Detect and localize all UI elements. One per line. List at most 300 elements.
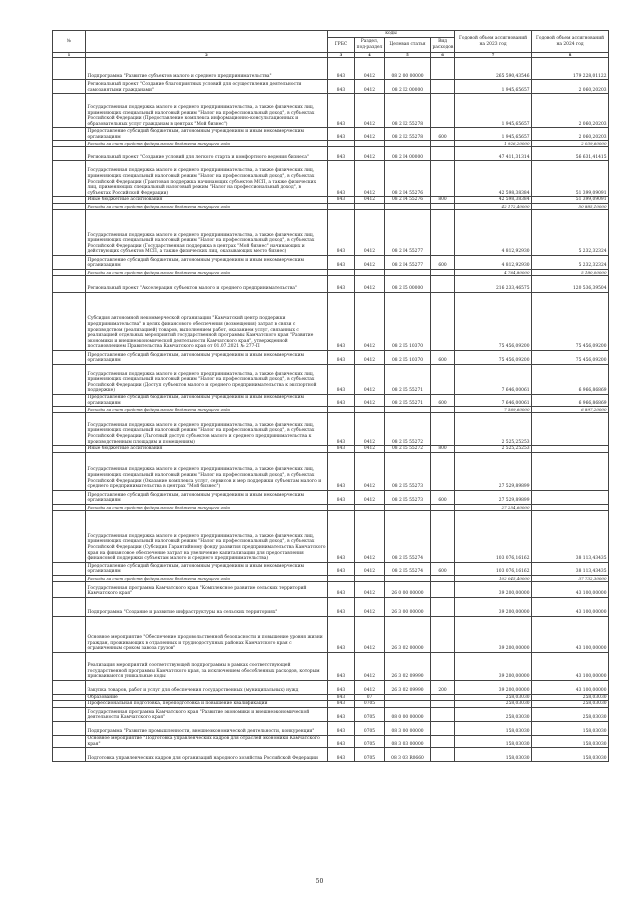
row-name-cell: Субсидия автономной некоммерческой организации "Камчатский центр поддержки предпринимательства" в целях финансового обеспечения (возмещения) затрат в связи с производством (реализацией) товаров, выполнением работ, оказанием услуг, связанных с реализацией отдельных мероприятий государственной программы Камчатского края "Развитие экономики и внешнеэкономической деятельности Камчатского края", утвержденной постановлением Правительства Камчатского края от 01.07.2021 № 277-П xyxy=(86,293,328,351)
header-section: Раздел, под-раздел xyxy=(355,38,385,53)
row-2023-cell: 1 945,65657 xyxy=(455,94,532,128)
row-exp-type-cell xyxy=(431,161,455,197)
row-target-cell: 26 3 02 09990 xyxy=(385,680,431,694)
row-exp-type-cell: 200 xyxy=(431,680,455,694)
column-number: 8 xyxy=(532,53,609,58)
row-2024-cell: 51 399,09091 xyxy=(532,197,609,204)
budget-table xyxy=(52,30,609,762)
row-grbs-cell: 843 xyxy=(328,58,355,80)
row-exp-type-cell: 600 xyxy=(431,395,455,407)
row-target-cell: 08 2 I2 55278 xyxy=(385,128,431,141)
row-2023-cell: 42 598,38384 xyxy=(455,197,532,204)
row-grbs-cell: 843 xyxy=(328,256,355,270)
row-exp-type-cell: 600 xyxy=(431,562,455,575)
row-section-cell: 0412 xyxy=(355,128,385,141)
row-exp-type-cell: 600 xyxy=(431,128,455,141)
row-2024-cell: 2 060,20203 xyxy=(532,80,609,94)
row-section-cell: 0412 xyxy=(355,652,385,680)
row-section-cell: 0412 xyxy=(355,413,385,446)
row-2024-cell: 43 100,00000 xyxy=(532,616,609,652)
row-exp-type-cell xyxy=(431,452,455,490)
row-number-cell xyxy=(53,446,86,453)
table-row xyxy=(53,293,609,351)
row-exp-type-cell xyxy=(431,510,455,562)
table-row xyxy=(53,94,609,128)
row-target-cell xyxy=(385,694,431,701)
row-section-cell: 0412 xyxy=(355,197,385,204)
row-2023-cell: 1 945,65657 xyxy=(455,128,532,141)
row-name-cell: Предоставление субсидий бюджетным, автономным учреждениям и иным некоммерческим организациям xyxy=(86,562,328,575)
row-exp-type-cell xyxy=(431,748,455,762)
table-row xyxy=(53,58,609,80)
row-name-cell: Предоставление субсидий бюджетным, автономным учреждениям и иным некоммерческим организациям xyxy=(86,395,328,407)
row-2023-cell: 7 646,00061 xyxy=(455,395,532,407)
row-number-cell xyxy=(53,707,86,721)
table-row xyxy=(53,80,609,94)
row-number-cell xyxy=(53,94,86,128)
row-name-cell: Подготовка управленческих кадров для организаций народного хозяйства Российской Федерации xyxy=(86,748,328,762)
table-row xyxy=(53,413,609,446)
row-number-cell xyxy=(53,694,86,701)
row-grbs-cell: 843 xyxy=(328,721,355,735)
table-row xyxy=(53,210,609,256)
row-2023-cell: 42 598,38384 xyxy=(455,161,532,197)
row-grbs-cell: 843 xyxy=(328,652,355,680)
row-name-cell: Расходы за счет средств федерального бюджета текущего года xyxy=(86,504,328,510)
row-2024-cell: 75 456,09200 xyxy=(532,293,609,351)
table-row xyxy=(53,256,609,270)
row-grbs-cell: 843 xyxy=(328,490,355,504)
row-grbs-cell: 843 xyxy=(328,707,355,721)
row-exp-type-cell xyxy=(431,147,455,161)
row-grbs-cell: 843 xyxy=(328,748,355,762)
row-section-cell: 0412 xyxy=(355,452,385,490)
table-row xyxy=(53,652,609,680)
row-2024-cell: 75 456,09200 xyxy=(532,351,609,365)
table-row xyxy=(53,680,609,694)
row-section-cell: 0412 xyxy=(355,510,385,562)
row-number-cell xyxy=(53,680,86,694)
row-2024-cell: 43 100,00000 xyxy=(532,680,609,694)
row-exp-type-cell xyxy=(431,694,455,701)
row-section-cell: 0705 xyxy=(355,748,385,762)
row-grbs-cell: 843 xyxy=(328,395,355,407)
row-number-cell xyxy=(53,80,86,94)
row-section-cell: 0412 xyxy=(355,276,385,293)
row-name-cell: Государственная поддержка малого и среднего предпринимательства, а также физических лиц, применяющих специальный налоговый режим "Налог на профессиональный доход", в субъектах Российской Федерации (Государственная поддержка в центрах "Мой бизнес" начинающих и действующих субъектов МСП, а также физических лиц, оказывающих место бизнес) xyxy=(86,210,328,256)
row-number-cell xyxy=(53,147,86,161)
row-number-cell xyxy=(53,351,86,365)
header-number: № xyxy=(53,31,86,53)
row-exp-type-cell xyxy=(431,616,455,652)
row-name-cell: Реализация мероприятий соответствующей подпрограммы в рамках соответствующей государственной программы Камчатского края, за исключением обособленных расходов, которым присваиваются уникальные коды xyxy=(86,652,328,680)
row-number-cell xyxy=(53,735,86,747)
header-2024: Годовой объем ассигнований на 2024 год xyxy=(532,31,609,53)
table-row xyxy=(53,581,609,597)
row-section-cell: 0412 xyxy=(355,161,385,197)
row-name-cell: Профессиональная подготовка, переподготовка и повышение квалификации xyxy=(86,701,328,708)
row-section-cell: 0412 xyxy=(355,58,385,80)
table-row xyxy=(53,616,609,652)
table-header xyxy=(53,31,609,58)
row-2024-cell: 50 885,10000 xyxy=(532,204,609,210)
row-target-cell: 08 2 I5 55274 xyxy=(385,562,431,575)
row-grbs-cell: 843 xyxy=(328,413,355,446)
row-2023-cell: 7 569,60000 xyxy=(455,407,532,413)
row-grbs-cell: 843 xyxy=(328,351,355,365)
row-2024-cell xyxy=(532,490,609,504)
row-2023-cell: 158,03030 xyxy=(455,721,532,735)
row-name-cell: Государственная поддержка малого и среднего предпринимательства, а также физических лиц, применяющих специальный налоговый режим "Налог на профессиональный доход", в субъектах Российской Федерации (Льготный доступ субъектов малого и среднего предпринимательства к производственным площадям и помещениям) xyxy=(86,413,328,446)
row-2024-cell: 5 232,32324 xyxy=(532,210,609,256)
row-grbs-cell: 843 xyxy=(328,210,355,256)
row-grbs-cell: 843 xyxy=(328,562,355,575)
row-2024-cell: 5 180,00000 xyxy=(532,270,609,276)
row-2023-cell: 4 812,92930 xyxy=(455,256,532,270)
row-name-cell: Государственная поддержка малого и среднего предпринимательства, а также физических лиц, применяющих специальный налоговый режим "Налог на профессиональный доход", в субъектах Российской Федерации (Предоставление комплекса информационно-консультационных и образовательных услуг гражданам в центрах "Мой бизнес") xyxy=(86,94,328,128)
row-name-cell: Закупка товаров, работ и услуг для обеспечения государственных (муниципальных) нужд xyxy=(86,680,328,694)
row-target-cell: 08 2 I5 55272 xyxy=(385,413,431,446)
row-name-cell: Иные бюджетные ассигнования xyxy=(86,446,328,453)
row-target-cell xyxy=(385,701,431,708)
row-section-cell: 0412 xyxy=(355,581,385,597)
row-target-cell: 08 3 00 00000 xyxy=(385,721,431,735)
row-2023-cell: 42 172,40000 xyxy=(455,204,532,210)
row-target-cell: 08 2 I5 10370 xyxy=(385,351,431,365)
row-name-cell: Расходы за счет средств федерального бюджета текущего года xyxy=(86,575,328,581)
row-2024-cell: 38 113,43435 xyxy=(532,562,609,575)
table-row xyxy=(53,365,609,395)
row-section-cell: 0705 xyxy=(355,707,385,721)
row-section-cell: 0412 xyxy=(355,395,385,407)
row-2023-cell: 1 945,65657 xyxy=(455,80,532,94)
table-row xyxy=(53,128,609,141)
table-row xyxy=(53,197,609,204)
table-row xyxy=(53,147,609,161)
row-2023-cell: 103 076,16162 xyxy=(455,562,532,575)
row-target-cell: 26 3 02 09990 xyxy=(385,652,431,680)
row-exp-type-cell xyxy=(431,701,455,708)
row-2024-cell xyxy=(532,413,609,446)
header-target: Целевая статья xyxy=(385,38,431,53)
row-2023-cell: 2 525,25253 xyxy=(455,446,532,453)
row-grbs-cell: 843 xyxy=(328,701,355,708)
row-2023-cell: 158,03030 xyxy=(455,735,532,747)
row-target-cell: 08 3 03 R0660 xyxy=(385,748,431,762)
row-grbs-cell: 843 xyxy=(328,197,355,204)
row-number-cell xyxy=(53,413,86,446)
row-section-cell: 0412 xyxy=(355,680,385,694)
row-section-cell: 0412 xyxy=(355,365,385,395)
row-2023-cell: 258,03030 xyxy=(455,701,532,708)
row-exp-type-cell xyxy=(431,80,455,94)
row-number-cell xyxy=(53,365,86,395)
column-number: 7 xyxy=(455,53,532,58)
row-number-cell xyxy=(53,395,86,407)
row-grbs-cell: 843 xyxy=(328,581,355,597)
row-target-cell: 08 0 00 00000 xyxy=(385,707,431,721)
row-grbs-cell: 843 xyxy=(328,147,355,161)
header-codes: коды xyxy=(328,31,455,38)
row-number-cell xyxy=(53,652,86,680)
row-target-cell: 08 2 00 00000 xyxy=(385,58,431,80)
row-grbs-cell: 843 xyxy=(328,94,355,128)
row-name-cell: Расходы за счет средств федерального бюджета текущего года xyxy=(86,407,328,413)
row-section-cell: 0412 xyxy=(355,490,385,504)
row-name-cell: Государственная поддержка малого и среднего предпринимательства, а также физических лиц, применяющих специальный налоговый режим "Налог на профессиональный доход", в субъектах Российской Федерации (Грантовая поддержка начинающих субъектов МСП, а также физических лиц, применяющих специальный налоговый режим "Налог на профессиональный доход", в субъектах Российской Федерации) xyxy=(86,161,328,197)
row-2023-cell: 39 200,00000 xyxy=(455,597,532,616)
row-section-cell: 07 xyxy=(355,694,385,701)
row-2024-cell: 6 897,20000 xyxy=(532,407,609,413)
row-2024-cell: 2 060,20203 xyxy=(532,94,609,128)
row-section-cell: 0412 xyxy=(355,94,385,128)
row-2023-cell: 27 254,60000 xyxy=(455,504,532,510)
table-row xyxy=(53,161,609,197)
row-grbs-cell: 843 xyxy=(328,161,355,197)
row-target-cell: 26 3 00 00000 xyxy=(385,597,431,616)
row-name-cell: Государственная поддержка малого и среднего предпринимательства, а также физических лиц, применяющих специальный налоговый режим "Налог на профессиональный доход", в субъектах Российской Федерации (Оказание комплекса услуг, сервисов и мер поддержки субъектам малого и среднего предпринимательства в центрах "Мой бизнес") xyxy=(86,452,328,490)
row-exp-type-cell: 800 xyxy=(431,197,455,204)
column-number: 2 xyxy=(86,53,328,58)
row-target-cell: 08 2 I5 55273 xyxy=(385,452,431,490)
row-number-cell xyxy=(53,58,86,80)
row-number-cell xyxy=(53,616,86,652)
row-name-cell: Государственная поддержка малого и среднего предпринимательства, а также физических лиц, применяющих специальный налоговый режим "Налог на профессиональный доход", в субъектах Российской Федерации (Доступ субъектов малого и среднего предпринимательства к экспортной поддержке) xyxy=(86,365,328,395)
row-target-cell: 08 2 I4 55276 xyxy=(385,197,431,204)
row-name-cell: Подпрограмма "Создание и развитие инфраструктуры на сельских территориях" xyxy=(86,597,328,616)
column-number: 5 xyxy=(385,53,431,58)
row-2023-cell: 102 045,40000 xyxy=(455,575,532,581)
row-name-cell: Предоставление субсидий бюджетным, автономным учреждениям и иным некоммерческим организациям xyxy=(86,128,328,141)
row-name-cell: Региональный проект "Создание благоприятных условий для осуществления деятельности самозанятыми гражданами" xyxy=(86,80,328,94)
row-2023-cell: 7 646,00061 xyxy=(455,365,532,395)
row-target-cell: 08 2 I5 55273 xyxy=(385,490,431,504)
row-exp-type-cell xyxy=(431,94,455,128)
row-name-cell: Предоставление субсидий бюджетным, автономным учреждениям и иным некоммерческим организациям xyxy=(86,256,328,270)
row-exp-type-cell xyxy=(431,721,455,735)
row-2023-cell: 103 076,16162 xyxy=(455,510,532,562)
row-name-cell: Предоставление субсидий бюджетным, автономным учреждениям и иным некоммерческим организациям xyxy=(86,351,328,365)
page-number: 50 xyxy=(315,878,324,885)
row-grbs-cell: 843 xyxy=(328,735,355,747)
row-number-cell xyxy=(53,256,86,270)
column-number: 3 xyxy=(328,53,355,58)
table-row xyxy=(53,510,609,562)
row-2023-cell: 1 926,20000 xyxy=(455,141,532,147)
row-name-cell: Региональный проект "Создание условий для легкого старта и комфортного ведения бизнеса" xyxy=(86,147,328,161)
row-2024-cell: 6 966,86869 xyxy=(532,395,609,407)
row-2023-cell: 258,03030 xyxy=(455,694,532,701)
row-2024-cell: 6 966,86869 xyxy=(532,365,609,395)
row-section-cell: 0412 xyxy=(355,562,385,575)
row-grbs-cell: 843 xyxy=(328,694,355,701)
row-section-cell: 0412 xyxy=(355,80,385,94)
row-2023-cell: 39 200,00000 xyxy=(455,680,532,694)
row-name-cell: Основное мероприятие "Подготовка управленческих кадров для отраслей экономики Камчатского края" xyxy=(86,735,328,747)
row-2023-cell: 4 812,92930 xyxy=(455,210,532,256)
row-2024-cell: 43 100,00000 xyxy=(532,597,609,616)
row-exp-type-cell xyxy=(431,581,455,597)
row-section-cell: 0412 xyxy=(355,597,385,616)
row-number-cell xyxy=(53,490,86,504)
row-name-cell: Расходы за счет средств федерального бюджета текущего года xyxy=(86,204,328,210)
row-2023-cell: 258,03030 xyxy=(455,707,532,721)
row-section-cell: 0412 xyxy=(355,446,385,453)
row-2023-cell: 39 200,00000 xyxy=(455,652,532,680)
row-2023-cell: 265 590,43546 xyxy=(455,58,532,80)
row-number-cell xyxy=(53,161,86,197)
table-row xyxy=(53,395,609,407)
row-number-cell xyxy=(53,562,86,575)
row-exp-type-cell: 800 xyxy=(431,446,455,453)
row-target-cell: 08 2 I5 10370 xyxy=(385,293,431,351)
row-number-cell xyxy=(53,210,86,256)
header-name xyxy=(86,31,328,53)
row-section-cell: 0705 xyxy=(355,721,385,735)
header-grbs: ГРБС xyxy=(328,38,355,53)
row-2023-cell: 158,03030 xyxy=(455,748,532,762)
table-body xyxy=(53,58,609,762)
row-name-cell: Образование xyxy=(86,694,328,701)
row-2023-cell: 4 764,80000 xyxy=(455,270,532,276)
column-number: 6 xyxy=(431,53,455,58)
row-2024-cell xyxy=(532,446,609,453)
row-section-cell: 0412 xyxy=(355,256,385,270)
row-2023-cell: 75 456,09200 xyxy=(455,351,532,365)
table-row xyxy=(53,452,609,490)
row-target-cell: 08 2 I2 00000 xyxy=(385,80,431,94)
row-target-cell: 26 3 02 00000 xyxy=(385,616,431,652)
table-row xyxy=(53,707,609,721)
column-number: 4 xyxy=(355,53,385,58)
row-grbs-cell: 843 xyxy=(328,616,355,652)
row-2023-cell: 47 411,31314 xyxy=(455,147,532,161)
row-target-cell: 08 2 I4 55276 xyxy=(385,161,431,197)
row-target-cell: 08 2 I4 00000 xyxy=(385,147,431,161)
row-grbs-cell: 843 xyxy=(328,446,355,453)
row-grbs-cell: 843 xyxy=(328,452,355,490)
row-2024-cell: 158,03030 xyxy=(532,721,609,735)
row-section-cell: 0412 xyxy=(355,293,385,351)
row-2023-cell: 27 529,89899 xyxy=(455,490,532,504)
row-section-cell: 0412 xyxy=(355,351,385,365)
row-name-cell: Государственная программа Камчатского края "Развитие экономики и внешнеэкономической деятельности Камчатского края" xyxy=(86,707,328,721)
row-number-cell xyxy=(53,581,86,597)
table-row xyxy=(53,446,609,453)
table-row xyxy=(53,351,609,365)
row-2024-cell: 43 100,00000 xyxy=(532,652,609,680)
row-2023-cell: 27 529,89899 xyxy=(455,452,532,490)
row-grbs-cell: 843 xyxy=(328,128,355,141)
row-exp-type-cell xyxy=(431,293,455,351)
row-exp-type-cell xyxy=(431,365,455,395)
row-2023-cell: 39 200,00000 xyxy=(455,581,532,597)
row-name-cell: Расходы за счет средств федерального бюджета текущего года xyxy=(86,141,328,147)
row-exp-type-cell xyxy=(431,413,455,446)
row-grbs-cell: 843 xyxy=(328,293,355,351)
row-name-cell: Основное мероприятие "Обеспечение продовольственной безопасности и повышение уровня жизни граждан, проживающих в отдаленных и труднодоступных районах Камчатского края с ограниченным сроком завоза грузов" xyxy=(86,616,328,652)
row-2024-cell: 5 232,32324 xyxy=(532,256,609,270)
row-target-cell: 08 2 I5 00000 xyxy=(385,276,431,293)
table-row xyxy=(53,701,609,708)
row-2024-cell: 179 228,01122 xyxy=(532,58,609,80)
row-number-cell xyxy=(53,197,86,204)
row-2024-cell: 2 039,60000 xyxy=(532,141,609,147)
header-exp-type: Вид расходов xyxy=(431,38,455,53)
row-exp-type-cell: 600 xyxy=(431,490,455,504)
row-2024-cell: 37 732,30000 xyxy=(532,575,609,581)
row-2023-cell: 39 200,00000 xyxy=(455,616,532,652)
row-name-cell: Государственная поддержка малого и среднего предпринимательства, а также физических лиц, применяющих специальный налоговый режим "Налог на профессиональный доход", в субъектах Российской Федерации (Субсидия Гарантийному фонду развития предпринимательства Камчатского края на финансовое обеспечение затрат на увеличение капитализации для предоставления финансовой поддержки субъектам малого и среднего предпринимательства) xyxy=(86,510,328,562)
row-target-cell: 08 2 I5 55272 xyxy=(385,446,431,453)
table-row xyxy=(53,562,609,575)
row-2024-cell: 2 060,20203 xyxy=(532,128,609,141)
row-target-cell: 08 2 I4 55277 xyxy=(385,210,431,256)
row-exp-type-cell xyxy=(431,597,455,616)
row-2023-cell: 2 525,25253 xyxy=(455,413,532,446)
row-2024-cell: 43 100,00000 xyxy=(532,581,609,597)
row-target-cell: 26 0 00 00000 xyxy=(385,581,431,597)
row-grbs-cell: 843 xyxy=(328,597,355,616)
row-number-cell xyxy=(53,293,86,351)
row-2024-cell: 56 631,41415 xyxy=(532,147,609,161)
row-target-cell: 08 3 03 00000 xyxy=(385,735,431,747)
row-section-cell: 0412 xyxy=(355,616,385,652)
table-row xyxy=(53,276,609,293)
row-grbs-cell: 843 xyxy=(328,80,355,94)
row-2024-cell: 258,03030 xyxy=(532,694,609,701)
row-name-cell: Подпрограмма "Развитие субъектов малого и среднего предпринимательства" xyxy=(86,58,328,80)
row-name-cell: Иные бюджетные ассигнования xyxy=(86,197,328,204)
row-exp-type-cell xyxy=(431,210,455,256)
row-section-cell: 0412 xyxy=(355,147,385,161)
row-number-cell xyxy=(53,128,86,141)
row-2024-cell: 158,03030 xyxy=(532,735,609,747)
row-grbs-cell: 843 xyxy=(328,276,355,293)
row-number-cell xyxy=(53,701,86,708)
row-number-cell xyxy=(53,452,86,490)
row-2024-cell: 38 113,43435 xyxy=(532,510,609,562)
row-exp-type-cell xyxy=(431,707,455,721)
row-name-cell: Региональный проект "Акселерация субъектов малого и среднего предпринимательства" xyxy=(86,276,328,293)
row-target-cell: 08 2 I4 55277 xyxy=(385,256,431,270)
row-target-cell: 08 2 I5 55271 xyxy=(385,365,431,395)
header-2023: Годовой объем ассигнований на 2023 год xyxy=(455,31,532,53)
row-exp-type-cell xyxy=(431,58,455,80)
row-grbs-cell: 843 xyxy=(328,365,355,395)
row-2023-cell: 216 233,46575 xyxy=(455,276,532,293)
row-section-cell: 0705 xyxy=(355,735,385,747)
row-grbs-cell: 843 xyxy=(328,680,355,694)
row-name-cell: Государственная программа Камчатского края "Комплексное развитие сельских территорий Камчатского края" xyxy=(86,581,328,597)
row-section-cell: 0412 xyxy=(355,210,385,256)
row-2024-cell: 258,03030 xyxy=(532,701,609,708)
row-name-cell: Подпрограмма "Развитие промышленности, внешнеэкономической деятельности, конкуренции" xyxy=(86,721,328,735)
table-row xyxy=(53,597,609,616)
row-target-cell: 08 2 I5 55274 xyxy=(385,510,431,562)
row-name-cell: Предоставление субсидий бюджетным, автономным учреждениям и иным некоммерческим организациям xyxy=(86,490,328,504)
row-exp-type-cell xyxy=(431,652,455,680)
row-2024-cell: 258,03030 xyxy=(532,707,609,721)
row-number-cell xyxy=(53,748,86,762)
row-target-cell: 08 2 I2 55278 xyxy=(385,94,431,128)
row-number-cell xyxy=(53,597,86,616)
row-2024-cell xyxy=(532,452,609,490)
row-exp-type-cell xyxy=(431,735,455,747)
table-row xyxy=(53,721,609,735)
table-row xyxy=(53,748,609,762)
table-row xyxy=(53,694,609,701)
